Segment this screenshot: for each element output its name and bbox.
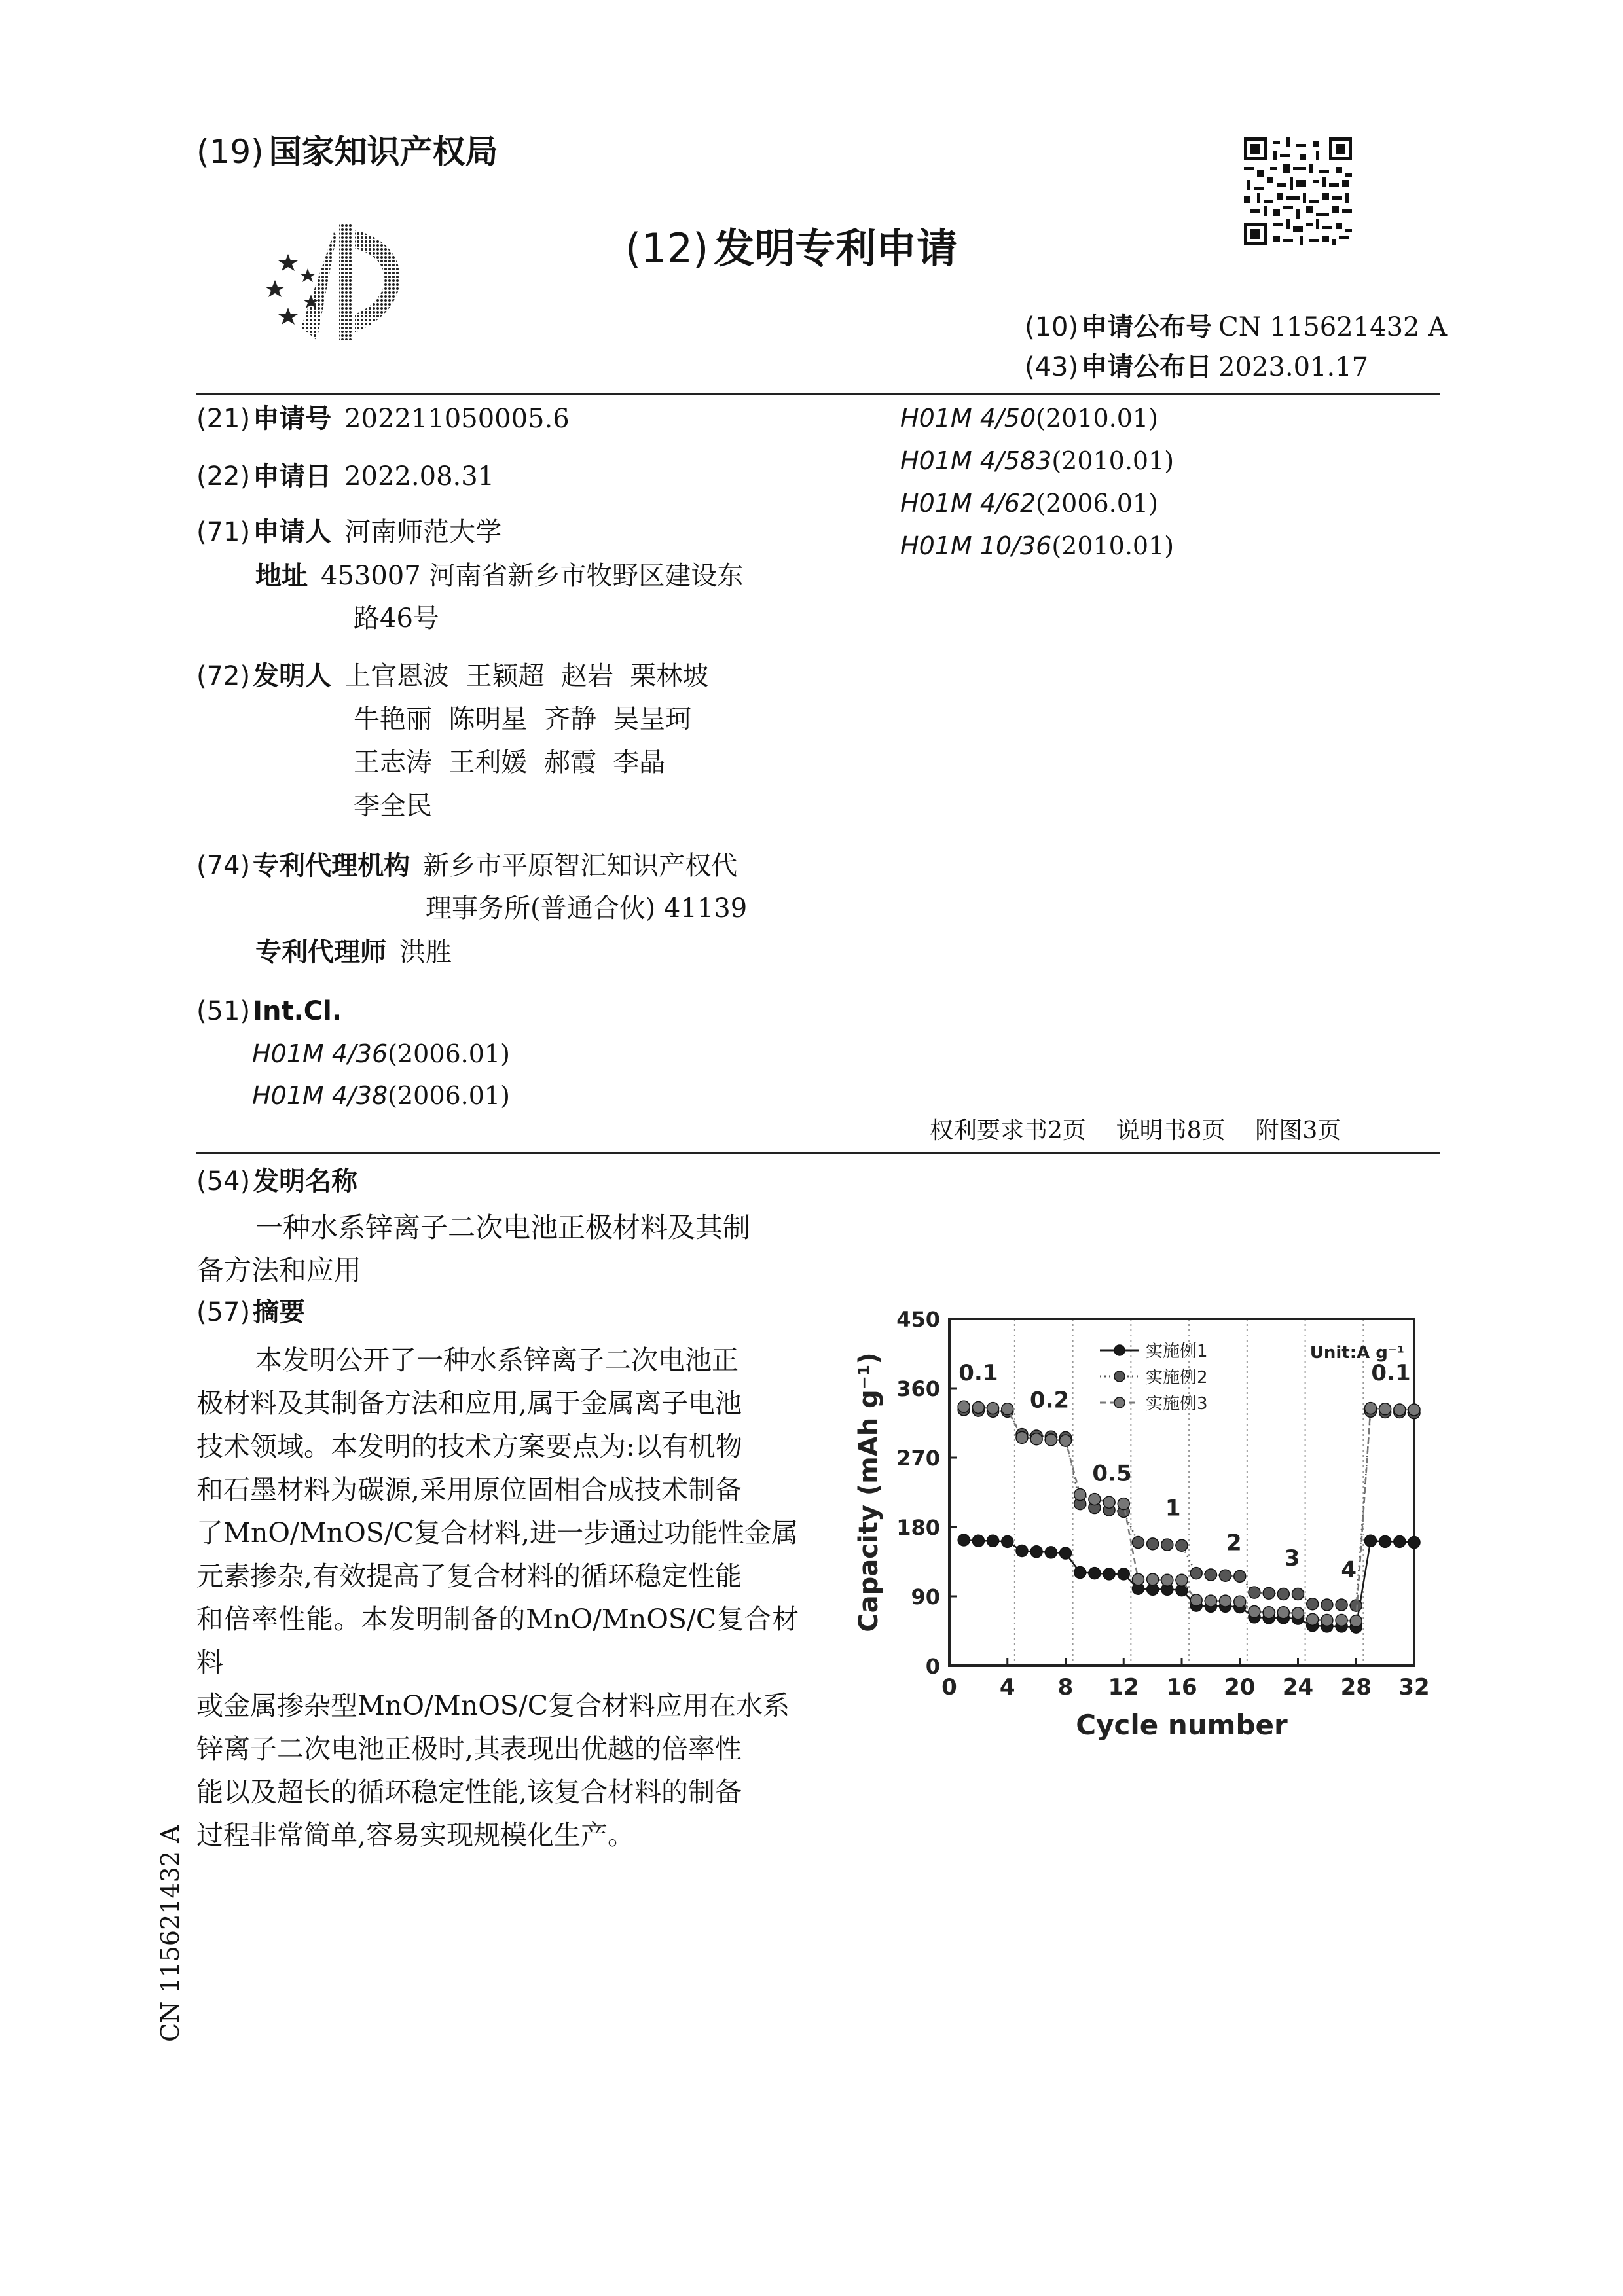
abstract-line: 或金属掺杂型MnO/MnOS/C复合材料应用在水系 [196, 1690, 790, 1721]
data-point [1147, 1573, 1159, 1585]
abstract-line: 过程非常简单,容易实现规模化生产。 [196, 1820, 635, 1851]
x-tick-label: 20 [1224, 1674, 1256, 1700]
data-point [1220, 1595, 1231, 1607]
data-point [1103, 1568, 1115, 1580]
inventors-line-2: 牛艳丽 陈明星 齐静 吴呈珂 [354, 704, 692, 734]
data-point [1321, 1615, 1333, 1626]
ipc-class-code: H01M 10/36 [900, 531, 1052, 560]
applicant-value: 河南师范大学 [344, 517, 502, 547]
document-type-title: 发明专利申请 [714, 224, 958, 272]
office-heading [196, 132, 498, 171]
ipc-class-5 [900, 488, 1158, 519]
publication-number-value: CN 115621432 A [1218, 312, 1448, 342]
unit-note: Unit:A g⁻¹ [1309, 1343, 1404, 1363]
x-tick-label: 4 [999, 1674, 1015, 1700]
x-tick-label: 12 [1108, 1674, 1139, 1700]
data-point [1118, 1498, 1129, 1510]
abstract-line: 元素掺杂,有效提高了复合材料的循环稳定性能 [196, 1560, 742, 1592]
data-point [1045, 1547, 1057, 1558]
data-point [1190, 1568, 1202, 1579]
data-point [1103, 1496, 1115, 1508]
data-point [987, 1403, 999, 1414]
data-point [972, 1535, 984, 1547]
data-point [1147, 1538, 1159, 1550]
application-number [196, 403, 570, 435]
legend-label: 实施例3 [1146, 1394, 1208, 1414]
publication-date-code: (43) [1025, 352, 1079, 382]
invention-title-label: 发明名称 [253, 1166, 358, 1196]
legend-marker [1114, 1371, 1125, 1382]
abstract-line: 了MnO/MnOS/C复合材料,进一步通过功能性金属 [196, 1517, 799, 1549]
ipc-class-code: H01M 4/36 [252, 1039, 388, 1068]
data-point [972, 1401, 984, 1413]
address-line-2: 路46号 [354, 603, 439, 634]
data-point [1394, 1404, 1406, 1416]
data-point [1002, 1535, 1013, 1547]
applicant-label: 申请人 [253, 517, 332, 547]
ipc-class-version: (2006.01) [388, 1081, 510, 1110]
data-point [987, 1535, 999, 1547]
data-point [1263, 1607, 1275, 1619]
patent-agency-line-2: 理事务所(普通合伙) 41139 [426, 893, 748, 924]
inventors-line-4: 李全民 [354, 791, 432, 821]
x-tick-label: 16 [1166, 1674, 1197, 1700]
address-line-1: 453007 河南省新乡市牧野区建设东 [321, 561, 744, 591]
data-point [1089, 1568, 1101, 1579]
patent-agent-value: 洪胜 [399, 937, 452, 967]
legend-marker [1114, 1345, 1125, 1355]
data-point [1364, 1535, 1376, 1547]
office-code: (19) [196, 133, 264, 171]
data-point [1364, 1403, 1376, 1414]
cnipa-logo [262, 216, 432, 353]
patent-agent-label: 专利代理师 [255, 937, 386, 967]
abstract-line: 技术领域。本发明的技术方案要点为:以有机物 [196, 1431, 742, 1462]
application-date-value: 2022.08.31 [344, 461, 495, 492]
abstract-body [196, 1338, 799, 1857]
abstract-line: 和倍率性能。本发明制备的MnO/MnOS/C复合材料 [196, 1604, 799, 1678]
inventors-line-3: 王志涛 王利媛 郝霞 李晶 [354, 747, 666, 778]
x-axis-label: Cycle number [1076, 1709, 1288, 1741]
legend-label: 实施例2 [1146, 1368, 1208, 1388]
patent-agent [255, 936, 452, 969]
data-point [1002, 1403, 1013, 1415]
data-point [1249, 1587, 1260, 1598]
abstract-line: 和石墨材料为碳源,采用原位固相合成技术制备 [196, 1474, 742, 1505]
invention-title-code: (54) [196, 1166, 251, 1196]
office-name: 国家知识产权局 [268, 133, 498, 171]
data-point [1060, 1547, 1072, 1559]
ipc-class-3 [900, 403, 1158, 434]
data-point [1408, 1404, 1420, 1416]
data-point [1016, 1431, 1028, 1443]
ipc-class-version: (2010.01) [1051, 446, 1175, 475]
invention-title-heading [196, 1165, 357, 1198]
int-cl-label: Int.Cl. [253, 996, 342, 1026]
data-point [1336, 1599, 1347, 1611]
ipc-class-code: H01M 4/583 [900, 446, 1052, 475]
int-cl [196, 995, 342, 1028]
patent-agency [196, 850, 737, 882]
data-point [1074, 1566, 1086, 1578]
abstract-line: 锌离子二次电池正极时,其表现出优越的倍率性 [196, 1733, 742, 1765]
publication-number-code: (10) [1025, 312, 1079, 342]
address [255, 560, 743, 592]
data-point [1132, 1537, 1144, 1549]
rate-label: 0.1 [958, 1360, 998, 1387]
applicant-code: (71) [196, 517, 251, 547]
data-point [1205, 1595, 1216, 1607]
pages-note: 权利要求书2页 说明书8页 附图3页 [930, 1117, 1341, 1144]
application-date-code: (22) [196, 461, 251, 492]
publication-date [1025, 351, 1368, 384]
y-tick-label: 270 [896, 1446, 940, 1471]
data-point [1030, 1433, 1042, 1445]
ipc-class-4 [900, 445, 1174, 476]
patent-agency-code: (74) [196, 851, 251, 881]
x-tick-label: 24 [1282, 1674, 1314, 1700]
y-tick-label: 360 [896, 1376, 940, 1401]
application-date-label: 申请日 [253, 461, 332, 492]
data-point [1176, 1574, 1188, 1586]
ipc-class-version: (2006.01) [388, 1039, 510, 1068]
data-point [958, 1534, 970, 1546]
rate-label: 2 [1226, 1530, 1242, 1556]
ipc-class-1 [252, 1038, 510, 1069]
data-point [1307, 1613, 1319, 1625]
application-date [196, 460, 494, 493]
header-rule [196, 393, 1440, 395]
data-point [1379, 1535, 1391, 1547]
section-rule [196, 1152, 1440, 1154]
data-point [1277, 1607, 1289, 1619]
publication-number [1025, 311, 1447, 344]
data-point [1190, 1594, 1202, 1606]
data-point [1234, 1570, 1246, 1582]
data-point [1350, 1615, 1362, 1627]
x-tick-label: 0 [941, 1674, 957, 1700]
data-point [1176, 1539, 1188, 1551]
data-point [1263, 1587, 1275, 1599]
data-point [1292, 1607, 1304, 1619]
inventors [196, 660, 708, 692]
ipc-class-code: H01M 4/38 [252, 1081, 388, 1110]
rate-label: 0.1 [1371, 1360, 1411, 1387]
inventors-code: (72) [196, 661, 251, 691]
ipc-class-code: H01M 4/50 [900, 404, 1036, 433]
abstract-label: 摘要 [253, 1297, 306, 1327]
x-tick-label: 32 [1398, 1674, 1430, 1700]
data-point [1030, 1546, 1042, 1558]
applicant [196, 516, 501, 548]
data-point [1132, 1573, 1144, 1585]
inventors-label: 发明人 [253, 661, 332, 691]
data-point [1060, 1435, 1072, 1446]
data-point [1234, 1596, 1246, 1607]
data-point [1249, 1606, 1260, 1618]
y-tick-label: 450 [896, 1307, 940, 1332]
abstract-heading [196, 1296, 305, 1329]
abstract-code: (57) [196, 1297, 251, 1327]
application-number-label: 申请号 [253, 404, 332, 434]
rate-label: 3 [1284, 1545, 1300, 1571]
data-point [1205, 1569, 1216, 1581]
publication-number-label: 申请公布号 [1081, 312, 1213, 342]
application-number-value: 202211050005.6 [344, 404, 570, 434]
abstract-line: 极材料及其制备方法和应用,属于金属离子电池 [196, 1388, 742, 1419]
data-point [1307, 1598, 1319, 1610]
invention-title-line-2: 备方法和应用 [196, 1254, 362, 1286]
data-point [1408, 1537, 1420, 1549]
x-tick-label: 28 [1340, 1674, 1372, 1700]
data-point [1016, 1545, 1028, 1557]
rate-label: 0.2 [1029, 1387, 1070, 1414]
patent-agency-line-1: 新乡市平原智汇知识产权代 [423, 851, 738, 881]
side-publication-number: CN 115621432 A [156, 1825, 185, 2042]
data-point [958, 1401, 970, 1412]
int-cl-code: (51) [196, 996, 251, 1026]
publication-date-label: 申请公布日 [1081, 352, 1213, 382]
data-point [1161, 1574, 1173, 1586]
rate-label: 0.5 [1092, 1460, 1132, 1487]
x-tick-label: 8 [1057, 1674, 1074, 1700]
ipc-class-2 [252, 1080, 510, 1111]
y-tick-label: 90 [911, 1585, 940, 1609]
data-point [1045, 1434, 1057, 1446]
y-tick-label: 180 [896, 1515, 940, 1540]
data-point [1277, 1588, 1289, 1600]
application-number-code: (21) [196, 404, 251, 434]
ipc-class-version: (2010.01) [1036, 404, 1158, 433]
document-type [625, 226, 957, 272]
abstract-line: 能以及超长的循环稳定性能,该复合材料的制备 [196, 1776, 742, 1808]
ipc-class-version: (2010.01) [1051, 531, 1175, 560]
address-label: 地址 [255, 561, 308, 591]
inventors-line-1: 上官恩波 王颖超 赵岩 栗林坡 [344, 661, 709, 691]
data-point [1321, 1599, 1333, 1611]
data-point [1074, 1489, 1086, 1501]
abstract-line: 本发明公开了一种水系锌离子二次电池正 [255, 1344, 739, 1376]
ipc-class-version: (2006.01) [1036, 489, 1158, 518]
legend-label: 实施例1 [1146, 1342, 1208, 1361]
data-point [1118, 1568, 1129, 1580]
data-point [1379, 1403, 1391, 1415]
patent-agency-label: 专利代理机构 [253, 851, 410, 881]
document-type-code: (12) [625, 224, 709, 272]
data-point [1336, 1615, 1347, 1626]
invention-title-line-1: 一种水系锌离子二次电池正极材料及其制 [255, 1211, 751, 1244]
ipc-class-6 [900, 530, 1174, 562]
data-point [1089, 1494, 1101, 1505]
data-point [1161, 1539, 1173, 1551]
data-point [1292, 1588, 1304, 1600]
publication-date-value: 2023.01.17 [1218, 352, 1369, 382]
rate-label: 4 [1341, 1556, 1357, 1583]
data-point [1394, 1535, 1406, 1547]
y-tick-label: 0 [925, 1654, 940, 1679]
rate-label: 1 [1165, 1495, 1181, 1522]
legend-marker [1114, 1397, 1125, 1408]
qr-code-icon [1244, 137, 1352, 245]
ipc-class-code: H01M 4/62 [900, 489, 1036, 518]
y-axis-label: Capacity (mAh g⁻¹) [854, 1352, 884, 1632]
rate-performance-chart [845, 1299, 1453, 1770]
data-point [1220, 1570, 1231, 1581]
